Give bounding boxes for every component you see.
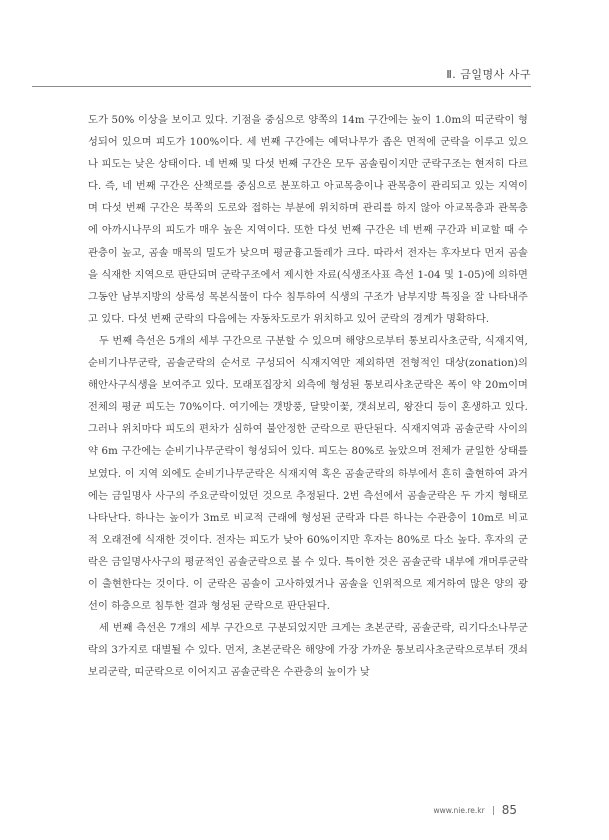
paragraph: 도가 50% 이상을 보이고 있다. 기점을 중심으로 양쪽의 14m 구간에는 높이 1.0m의 띠군락이 형성되어 있으며 피도가 100%이다. 세 번째 구간에는 예덕나무가 좁은 면적에 군락을 이루고 있으나 피도는 낮은 상태이다. 네 번째 및 다섯 번째 구간은 모두 곰솔림이지만 군락구조는 현저히 다르다. 즉, 네 번째 구간은 산책로를 중심으로 분포하고 아교목층이나 관목층이 관리되고 있는 지역이며 다섯 번째 구간은 북쪽의 도로와 접하는 부분에 위치하며 관리를 하지 않아 아교목층과 관목층에 아까시나무의 피도가 매우 높은 지역이다. 또한 다섯 번째 구간은 네 번째 구간과 비교할 때 수관층이 높고, 곰솔 매목의 밀도가 낮으며 평균흉고둘레가 크다. 따라서 전자는 후자보다 먼저 곰솔을 식재한 지역으로 판단되며 군락구조에서 제시한 자료(식생조사표 측선 1-04 및 1-05)에 의하면 그동안 남부지방의 상록성 목본식물이 다수 침투하여 식생의 구조가 남부지방 특징을 잘 나타내주고 있다. 다섯 번째 군락의 다음에는 자동차도로가 위치하고 있어 군락의 경계가 명확하다. bbox=[88, 115, 528, 325]
paragraph: 세 번째 측선은 7개의 세부 구간으로 구분되었지만 크게는 초본군락, 곰솔군락, 리기다소나무군락의 3가지로 대별될 수 있다. 먼저, 초본군락은 해양에 가장 가까운 통보리사초군락으로부터 갯쇠보리군락, 띠군락으로 이어지고 곰솔군락은 수관층의 높이가 낮 bbox=[88, 623, 528, 679]
footer-url: www.nie.re.kr bbox=[433, 805, 485, 815]
body-text bbox=[88, 110, 528, 684]
paragraph: 두 번째 측선은 5개의 세부 구간으로 구분할 수 있으며 해양으로부터 통보리사초군락, 식재지역, 순비기나무군락, 곰솔군락의 순서로 구성되어 식재지역만 제외하면 전형적인 대상(zonation)의 해안사구식생을 보여주고 있다. 모래포집장치 외측에 형성된 통보리사초군락은 폭이 약 20m이며 전체의 평균 피도는 70%이다. 여기에는 갯방풍, 달맞이꽃, 갯쇠보리, 왕잔디 등이 혼생하고 있다. 그러나 위치마다 피도의 편차가 심하여 불안정한 군락으로 판단된다. 식재지역과 곰솔군락 사이의 약 6m 구간에는 순비기나무군락이 형성되어 있다. 피도는 80%로 높았으며 전체가 균일한 상태를 보였다. 이 지역 외에도 순비기나무군락은 식재지역 혹은 곰솔군락의 하부에서 흔히 출현하여 과거에는 금일명사 사구의 주요군락이었던 것으로 추정된다. 2번 측선에서 곰솔군락은 두 가지 형태로 나타난다. 하나는 높이가 3m로 비교적 근래에 형성된 군락과 다른 하나는 수관층이 10m로 비교적 오래전에 식재한 것이다. 전자는 피도가 낮아 60%이지만 후자는 80%로 다소 높다. 후자의 군락은 금일명사사구의 평균적인 곰솔군락으로 볼 수 있다. 특이한 것은 곰솔군락 내부에 개머루군락이 출현한다는 것이다. 이 군락은 곰솔이 고사하였거나 곰솔을 인위적으로 제거하여 많은 양의 광선이 하층으로 침투한 결과 형성된 군락으로 판단된다. bbox=[88, 335, 528, 613]
page-footer bbox=[433, 800, 517, 820]
running-header bbox=[32, 62, 531, 87]
footer-divider bbox=[493, 806, 494, 815]
chapter-title: Ⅱ. 금일명사 사구 bbox=[446, 68, 531, 81]
page-number: 85 bbox=[501, 803, 517, 817]
